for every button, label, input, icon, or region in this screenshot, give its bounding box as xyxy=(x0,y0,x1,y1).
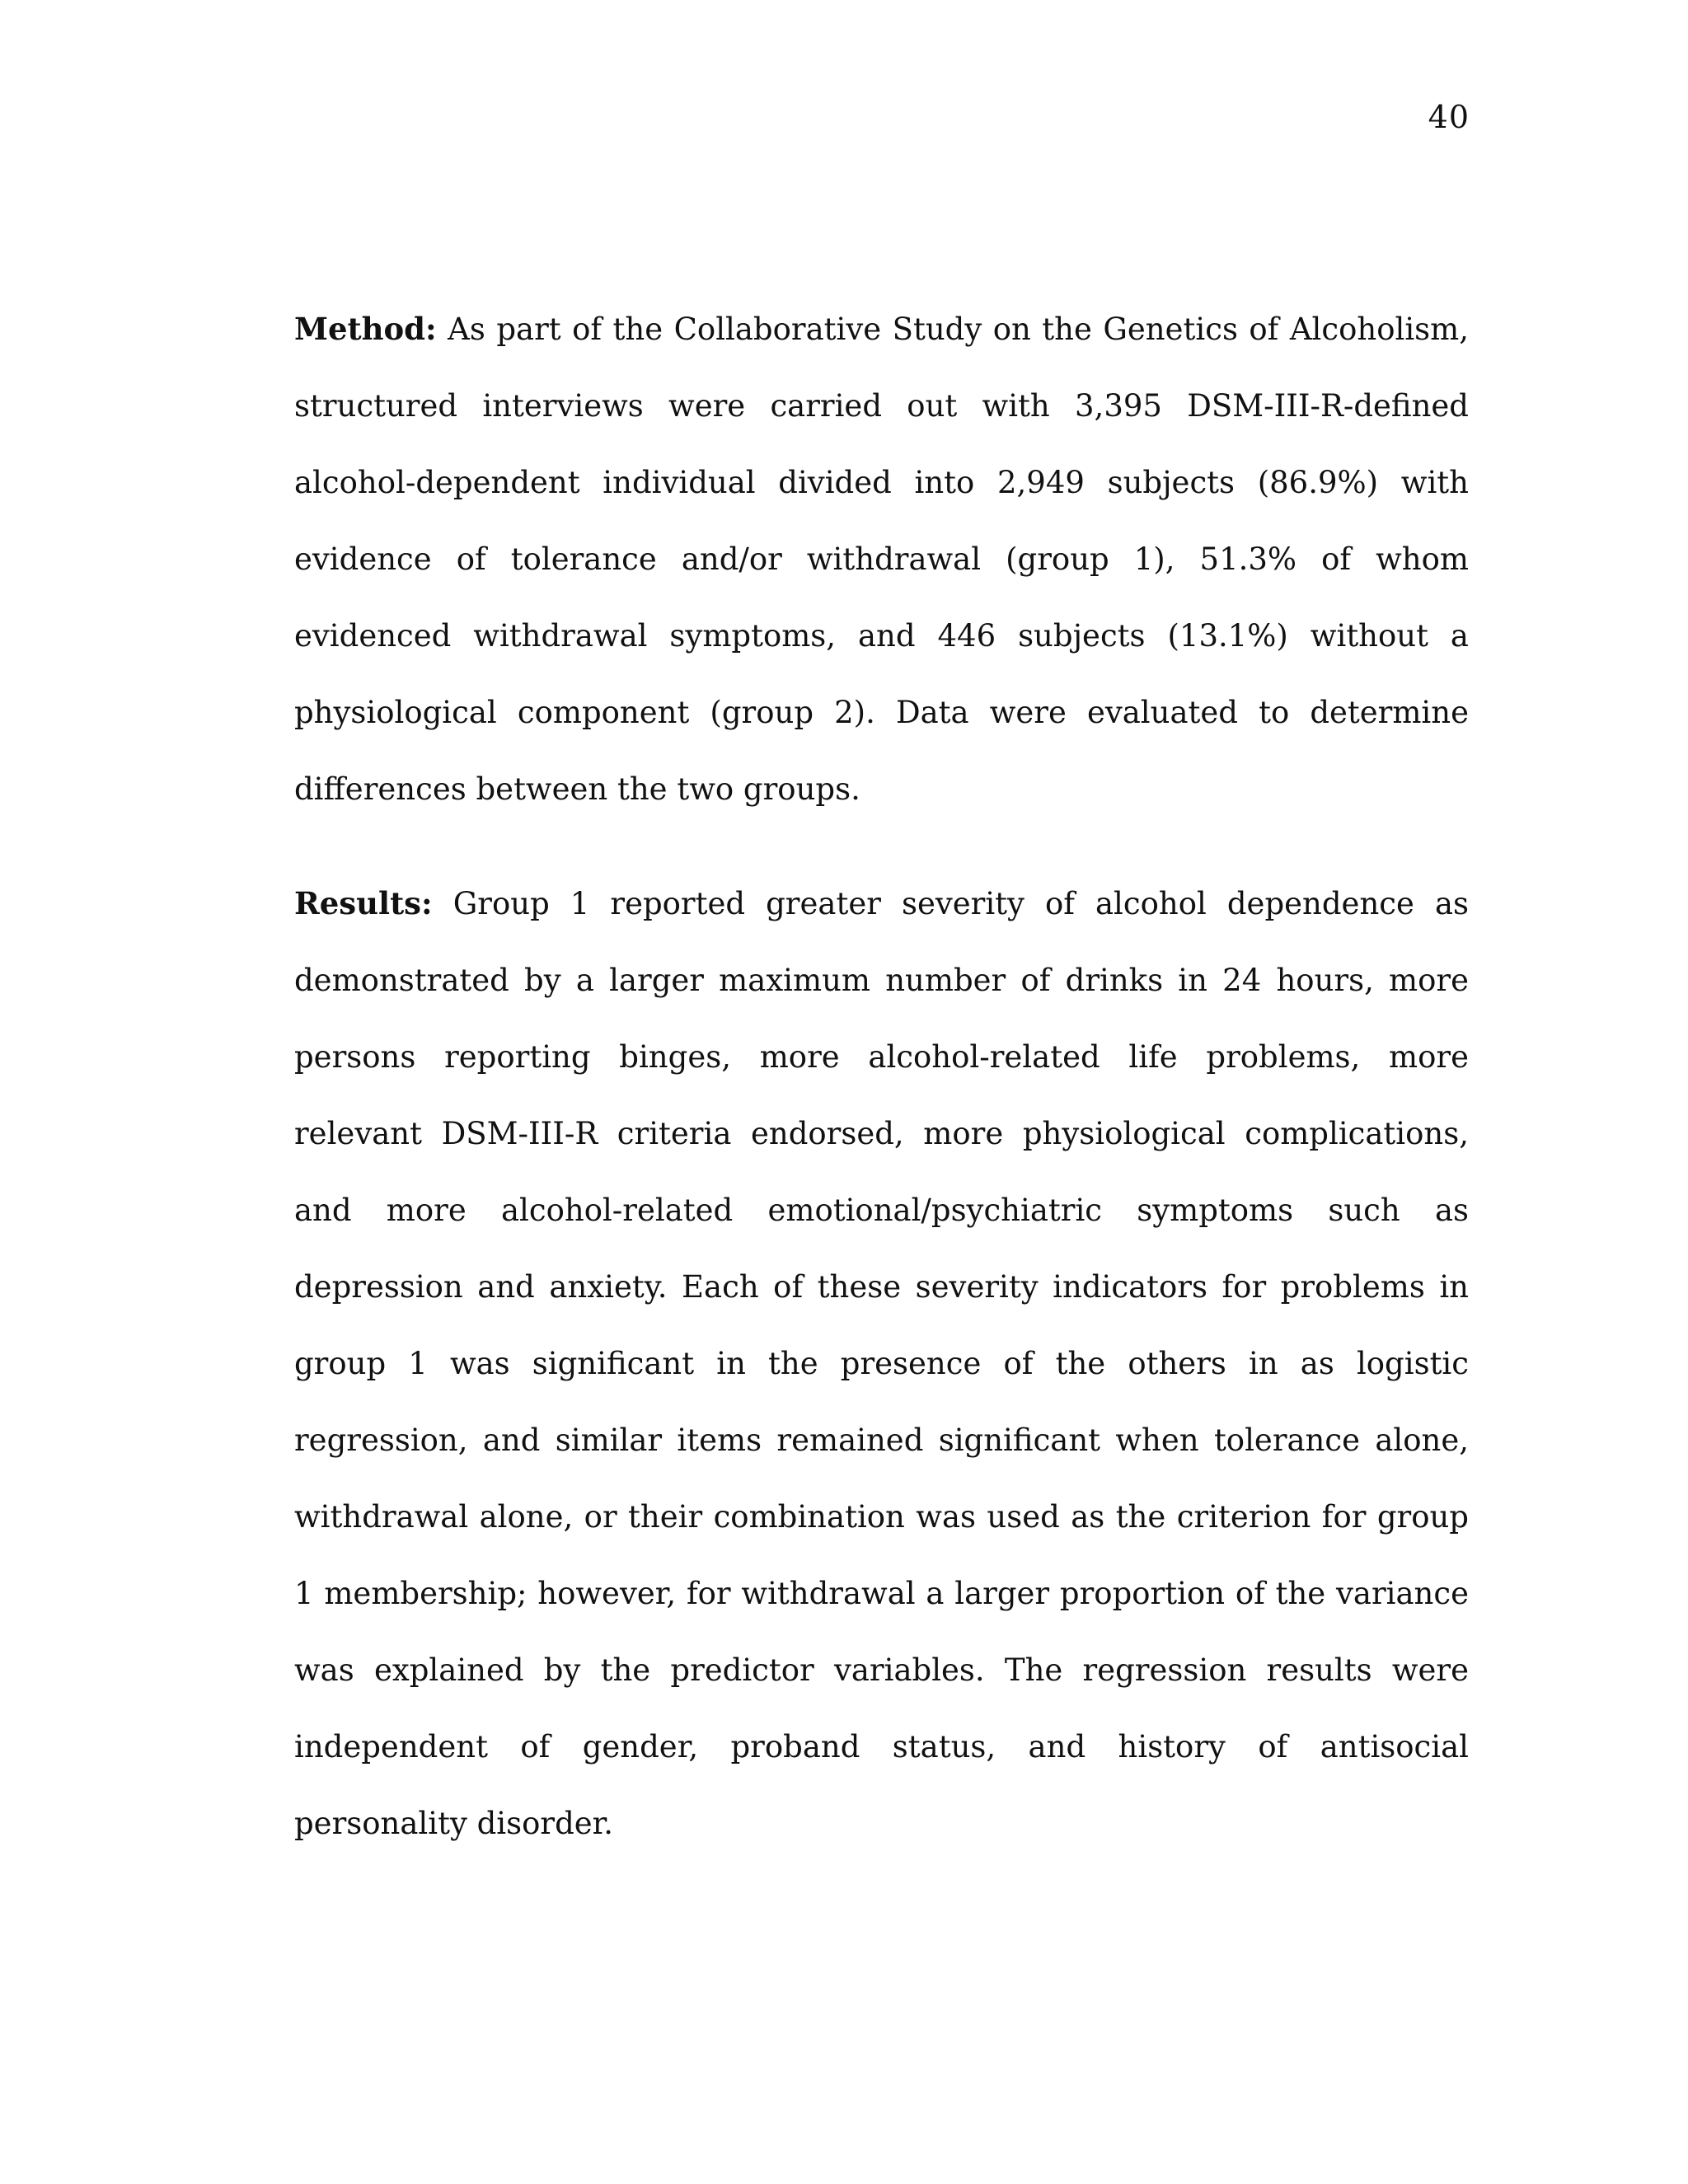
method-label: Method: xyxy=(294,311,437,347)
method-paragraph xyxy=(294,291,1469,827)
document-body xyxy=(294,291,1469,1862)
page-number: 40 xyxy=(1428,99,1470,135)
results-label: Results: xyxy=(294,885,433,921)
results-text: Group 1 reported greater severity of alcohol dependence as demonstrated by a larger maximum number of drinks in 24 hours, more persons reporting binges, more alcohol-related life problems, more relevant DSM-III-R criteria endorsed, more physiological complications, and more alcohol-related emotional/psychiatric symptoms such as depression and anxiety. Each of these severity indicators for problems in group 1 was significant in the presence of the others in as logistic regression, and similar items remained significant when tolerance alone, withdrawal alone, or their combination was used as the criterion for group 1 membership; however, for withdrawal a larger proportion of the variance was explained by the predictor variables. The regression results were independent of gender, proband status, and history of antisocial personality disorder. xyxy=(294,886,1469,1841)
results-paragraph xyxy=(294,865,1469,1862)
method-text: As part of the Collaborative Study on the Genetics of Alcoholism, structured interviews were carried out with 3,395 DSM-III-R-defined alcohol-dependent individual divided into 2,949 subjects (86.9%) with evidence of tolerance and/or withdrawal (group 1), 51.3% of whom evidenced withdrawal symptoms, and 446 subjects (13.1%) without a physiological component (group 2). Data were evaluated to determine differences between the two groups. xyxy=(294,312,1469,807)
